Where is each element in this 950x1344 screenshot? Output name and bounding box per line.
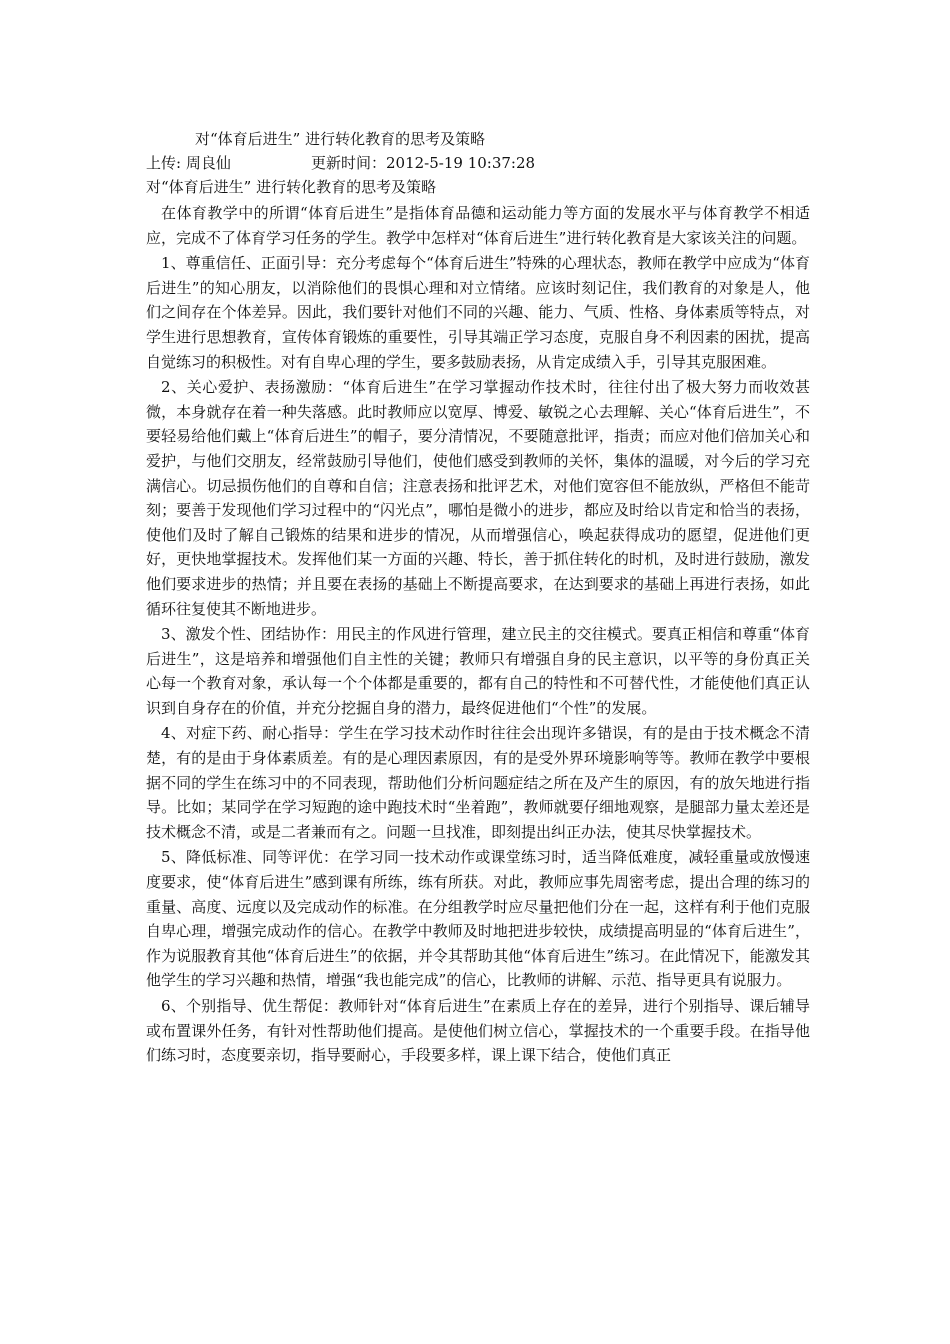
section-2-paragraph: 2、关心爱护、表扬激励：“体育后进生”在学习掌握动作技术时，往往付出了极大努力而收效甚微，本身就存在着一种失落感。此时教师应以宽厚、博爱、敏锐之心去理解、关心“体育后进生”，不要轻易给他们戴上“体育后进生”的帽子，要分清情况，不要随意批评，指责；而应对他们倍加关心和爱护，与他们交朋友，经常鼓励引导他们，使他们感受到教师的关怀，集体的温暖，对今后的学习充满信心。切忌损伤他们的自尊和自信；注意表扬和批评艺术，对他们宽容但不能放纵，严格但不能苛刻；要善于发现他们学习过程中的“闪光点”，哪怕是微小的进步，都应及时给以肯定和恰当的表扬，使他们及时了解自己锻炼的结果和进步的情况，从而增强信心，唤起获得成功的愿望，促进他们更好，更快地掌握技术。发挥他们某一方面的兴趣、特长，善于抓住转化的时机，及时进行鼓励，激发他们要求进步的热情；并且要在表扬的基础上不断提高要求，在达到要求的基础上再进行表扬，如此循环往复使其不断地进步。 bbox=[146, 378, 810, 618]
section-5-paragraph: 5、降低标准、同等评优：在学习同一技术动作或课堂练习时，适当降低难度，减轻重量或放慢速度要求，使“体育后进生”感到课有所练，练有所获。对此，教师应事先周密考虑，提出合理的练习的重量、高度、远度以及完成动作的标准。在分组教学时应尽量把他们分在一起，这样有利于他们克服自卑心理，增强完成动作的信心。在教学中教师及时地把进步较快，成绩提高明显的“体育后进生”，作为说服教育其他“体育后进生”的依据，并令其帮助其他“体育后进生”练习。在此情况下，能激发其他学生的学习兴趣和热情，增强“我也能完成”的信心，比教师的讲解、示范、指导更具有说服力。 bbox=[146, 848, 810, 990]
section-4-paragraph: 4、对症下药、耐心指导：学生在学习技术动作时往往会出现许多错误，有的是由于技术概念不清楚，有的是由于身体素质差。有的是心理因素原因，有的是受外界环境影响等等。教师在教学中要根据不同的学生在练习中的不同表现，帮助他们分析问题症结之所在及产生的原因，有的放矢地进行指导。比如；某同学在学习短跑的途中跑技术时“坐着跑”，教师就要仔细地观察，是腿部力量太差还是技术概念不清，或是二者兼而有之。问题一旦找准，即刻提出纠正办法，使其尽快掌握技术。 bbox=[146, 724, 810, 841]
intro-paragraph: 在体育教学中的所谓“体育后进生”是指体育品德和运动能力等方面的发展水平与体育教学不相适应，完成不了体育学习任务的学生。教学中怎样对“体育后进生”进行转化教育是大家该关注的问题。 bbox=[146, 204, 810, 247]
uploader-label: 上传: 周良仙 bbox=[146, 154, 231, 172]
section-3-paragraph: 3、激发个性、团结协作：用民主的作风进行管理，建立民主的交往模式。要真正相信和尊重“体育后进生”，这是培养和增强他们自主性的关键；教师只有增强自身的民主意识，以平等的身份真正关心每一个教育对象，承认每一个个体都是重要的，都有自己的特性和不可替代性，才能使他们真正认识到自身存在的价值，并充分挖掘自身的潜力，最终促进他们“个性”的发展。 bbox=[146, 625, 810, 717]
document-title: 对“体育后进生” 进行转化教育的思考及策略 bbox=[195, 130, 486, 148]
update-time: 更新时间：2012-5-19 10:37:28 bbox=[311, 154, 536, 172]
document-meta bbox=[146, 152, 536, 174]
section-1-paragraph: 1、尊重信任、正面引导：充分考虑每个“体育后进生”特殊的心理状态，教师在教学中应成为“体育后进生”的知心朋友，以消除他们的畏惧心理和对立情绪。应该时刻记住，我们教育的对象是人，他们之间存在个体差异。因此，我们要针对他们不同的兴趣、能力、气质、性格、身体素质等特点，对学生进行思想教育，宣传体育锻炼的重要性，引导其端正学习态度，克服自身不利因素的困扰，提高自觉练习的积极性。对有自卑心理的学生，要多鼓励表扬，从肯定成绩入手，引导其克服困难。 bbox=[146, 254, 810, 371]
document-subtitle: 对“体育后进生” 进行转化教育的思考及策略 bbox=[146, 178, 437, 196]
section-6-paragraph: 6、个别指导、优生帮促：教师针对“体育后进生”在素质上存在的差异，进行个别指导、课后辅导或布置课外任务，有针对性帮助他们提高。是使他们树立信心，掌握技术的一个重要手段。在指导他们练习时，态度要亲切，指导要耐心，手段要多样，课上课下结合，使他们真正 bbox=[146, 997, 810, 1065]
document-body bbox=[146, 201, 810, 1069]
